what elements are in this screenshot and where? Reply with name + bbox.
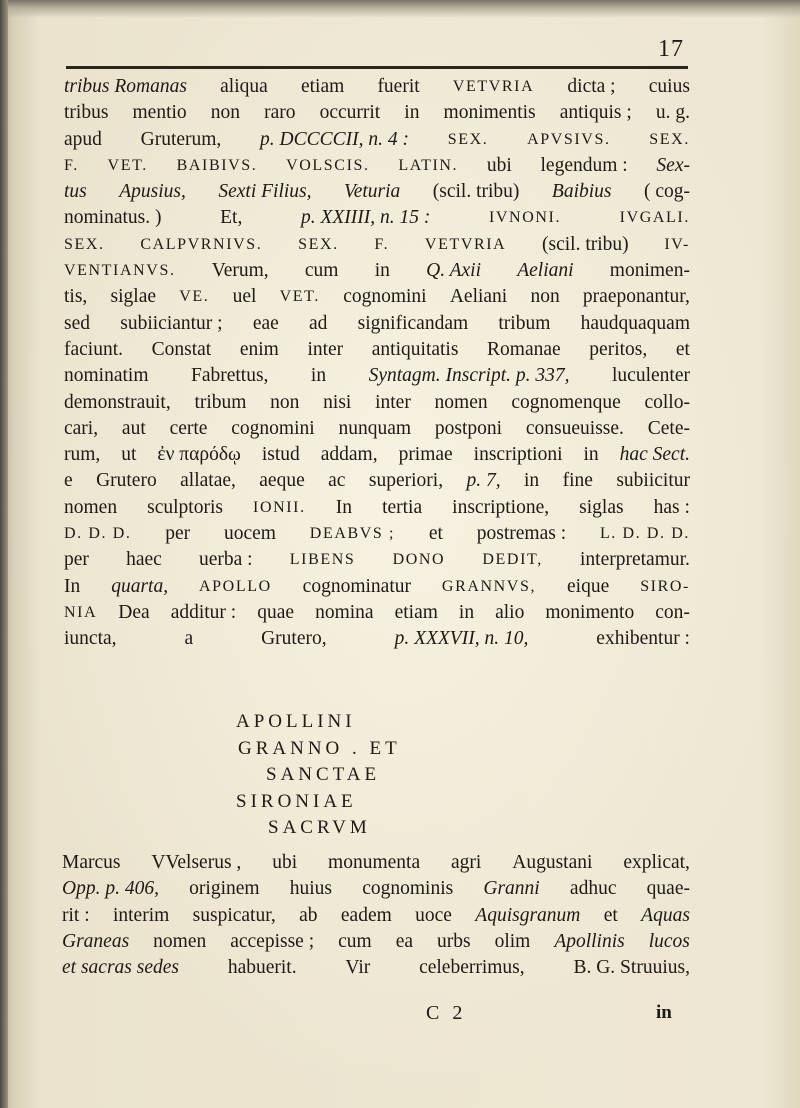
word: tus <box>64 181 87 203</box>
word: Constat <box>151 338 212 360</box>
word: accepisse ; <box>230 930 315 952</box>
word: BAIBIVS. <box>176 156 258 174</box>
word: B. G. Struuius, <box>573 957 690 979</box>
inscription-block <box>236 709 436 842</box>
word: Aeliani <box>449 286 508 308</box>
word: nunquam <box>338 417 412 439</box>
word: p. 7, <box>466 470 501 492</box>
word: interim <box>112 904 170 926</box>
word: uerba : <box>199 549 253 571</box>
word: primae <box>398 444 453 466</box>
text-line <box>62 876 690 902</box>
text-line <box>64 74 690 100</box>
word: non <box>270 391 300 413</box>
text-line <box>64 468 690 494</box>
text-line <box>64 416 690 442</box>
word: istud <box>261 444 300 466</box>
word: Marcus <box>62 852 121 873</box>
word: cognominatur <box>302 575 411 597</box>
word: fuerit <box>377 76 420 97</box>
word: VET. <box>107 156 148 174</box>
word: cognomini <box>343 286 427 308</box>
word: Baibius <box>551 181 612 203</box>
word: agri <box>451 852 482 873</box>
word: rit : <box>62 904 90 926</box>
word: superiori, <box>368 470 444 492</box>
word: F. <box>374 235 390 253</box>
word: et <box>675 338 690 360</box>
word: monimen- <box>609 260 690 282</box>
word: In <box>64 575 81 597</box>
text-line <box>64 521 690 547</box>
word: L. D. D. D. <box>599 525 690 543</box>
word: inscriptione, <box>452 496 550 518</box>
word: nisi <box>323 391 352 413</box>
word: in <box>583 444 599 466</box>
word: Et, <box>220 207 243 229</box>
word: in <box>458 601 475 623</box>
word: in <box>524 470 540 492</box>
word: u. g. <box>655 102 690 124</box>
word: urbs <box>436 930 471 952</box>
inscription-line: APOLLINI <box>236 711 356 732</box>
word: huius <box>289 878 333 900</box>
word: VOLSCIS. <box>286 156 370 174</box>
text-line <box>64 311 690 337</box>
word: ac <box>328 470 346 492</box>
word: eique <box>567 575 610 597</box>
word: Aeliani <box>517 260 574 282</box>
word: VETVRIA <box>452 78 535 95</box>
inscription-line: SIRONIAE <box>236 790 357 812</box>
word: Sex- <box>656 154 690 176</box>
word: olim <box>494 930 531 952</box>
body-text-block <box>64 74 690 653</box>
word: D. D. D. <box>64 525 132 543</box>
word: significandam <box>357 312 469 334</box>
word: Graneas <box>62 930 130 952</box>
word: sculptoris <box>147 496 223 518</box>
text-line <box>64 600 690 626</box>
word: IVNONI. <box>488 209 562 227</box>
word: VE. <box>179 288 210 306</box>
word: Syntagm. Inscript. p. 337, <box>368 365 570 387</box>
word: quae- <box>646 878 690 900</box>
word: addam, <box>320 444 378 466</box>
word: exhibentur : <box>596 628 690 650</box>
word: antiquitatis <box>371 338 459 360</box>
word: Granni <box>483 878 540 900</box>
word: certe <box>169 417 208 439</box>
inscription-line: SACRVM <box>268 817 371 838</box>
word: ad <box>309 312 328 334</box>
word: Fabrettus, <box>190 365 269 387</box>
word: per <box>64 549 89 571</box>
word: luculenter <box>612 365 690 387</box>
word: Apusius, <box>119 181 186 203</box>
word: SIRO- <box>640 577 690 595</box>
word: siglae <box>110 286 157 308</box>
word: SEX. <box>649 130 690 148</box>
word: GRANNVS, <box>441 577 537 595</box>
word: Verum, <box>211 260 269 282</box>
word: hac Sect. <box>619 444 690 466</box>
word: ( cog- <box>643 181 690 203</box>
word: nomina <box>315 601 374 623</box>
word: sed <box>64 312 90 334</box>
word: per <box>165 523 191 545</box>
header-rule <box>66 66 688 69</box>
word: VENTIANVS. <box>64 262 176 280</box>
word: DONO <box>392 551 446 569</box>
word: enim <box>239 338 279 360</box>
word: Aquas <box>641 904 690 926</box>
body-text-block-2 <box>62 850 690 981</box>
word: Dea <box>118 601 150 623</box>
word: tis, <box>64 286 88 308</box>
inscription-line: SANCTAE <box>266 764 381 785</box>
word: cognominis <box>362 878 454 900</box>
word: cum <box>304 260 339 282</box>
word: suspicatur, <box>192 904 276 926</box>
word: cuius <box>648 76 690 97</box>
word: SEX. <box>298 235 339 253</box>
inscription-line: GRANNO . ET <box>238 737 401 759</box>
word: tribus Romanas <box>64 76 187 97</box>
word: Grutero <box>96 470 157 492</box>
word: quarta, <box>111 575 169 597</box>
word: et <box>428 523 443 545</box>
page-number: 17 <box>658 36 684 62</box>
word: demonstrauit, <box>64 391 171 413</box>
word: Vir <box>345 957 371 979</box>
word: et sacras sedes <box>62 957 179 979</box>
word: raro <box>264 102 296 124</box>
word: CALPVRNIVS. <box>140 235 263 253</box>
word: in <box>310 365 327 387</box>
word: Cete- <box>647 417 690 439</box>
word: explicat, <box>623 852 690 873</box>
word: Romanae <box>487 338 561 360</box>
word: nominatus. ) <box>64 207 162 229</box>
word: VVelserus , <box>151 852 242 873</box>
word: legendum : <box>540 154 628 176</box>
word: cum <box>338 930 372 952</box>
word: cari, <box>64 417 99 439</box>
word: inter <box>307 338 344 360</box>
word: p. DCCCCII, n. 4 : <box>260 128 409 150</box>
text-line <box>64 258 690 284</box>
word: non <box>210 102 240 124</box>
word: habuerit. <box>227 957 297 979</box>
word: allatae, <box>180 470 236 492</box>
word: tribus <box>64 102 109 124</box>
word: adhuc <box>569 878 617 900</box>
word: p. XXXVII, n. 10, <box>394 628 529 650</box>
signature-mark: C 2 <box>426 1002 467 1024</box>
text-line <box>64 100 690 126</box>
word: postremas : <box>476 523 567 545</box>
text-line <box>62 929 690 955</box>
word: ut <box>121 444 137 466</box>
text-line <box>64 337 690 363</box>
word: (scil. tribu) <box>432 181 520 203</box>
word: p. XXIIII, n. 15 : <box>300 207 431 229</box>
word: SEX. <box>447 130 489 148</box>
word: faciunt. <box>64 338 124 360</box>
word: DEDIT, <box>482 551 543 569</box>
word: uoce <box>415 904 452 926</box>
word: Q. Axii <box>426 260 481 282</box>
text-line <box>64 547 690 573</box>
word: aut <box>121 417 146 439</box>
word: aeque <box>259 470 305 492</box>
word: has : <box>653 496 690 518</box>
word: con- <box>655 601 690 623</box>
word: siglas <box>579 496 624 518</box>
word: nomen <box>434 391 488 413</box>
word: inscriptioni <box>473 444 563 466</box>
word: In <box>335 496 353 518</box>
page-top-shadow <box>0 0 800 18</box>
word: (scil. tribu) <box>542 233 629 255</box>
text-line <box>62 955 690 981</box>
word: subiicitur <box>616 470 690 492</box>
word: quae <box>257 601 295 623</box>
word: occurrit <box>319 102 381 124</box>
word: postponi <box>434 417 503 439</box>
word: monumenta <box>328 852 421 873</box>
text-line <box>64 153 690 179</box>
word: subiiciantur ; <box>120 312 223 334</box>
word: haec <box>126 549 162 571</box>
word: nomen <box>64 496 118 518</box>
text-line <box>64 442 690 468</box>
word: APVSIVS. <box>527 130 611 148</box>
word: Gruterum, <box>140 128 222 150</box>
text-line <box>64 626 690 652</box>
text-line <box>64 495 690 521</box>
word: tribum <box>498 312 551 334</box>
word: ubi <box>272 852 298 873</box>
word: uocem <box>224 523 276 545</box>
word: aliqua <box>220 76 268 97</box>
word: a <box>184 628 194 650</box>
word: IVGALI. <box>619 209 690 227</box>
word: cognomini <box>231 417 315 439</box>
word: cognomenque <box>511 391 621 413</box>
word: apud <box>64 128 102 150</box>
word: monimentis <box>443 102 536 124</box>
word: Opp. p. 406, <box>62 878 159 900</box>
word: celeberrimus, <box>419 957 525 979</box>
word: consueuisse. <box>525 417 624 439</box>
word: Grutero, <box>261 628 327 650</box>
text-line <box>64 363 690 389</box>
word: eae <box>252 312 279 334</box>
word: LATIN. <box>398 156 459 174</box>
word: peritos, <box>589 338 648 360</box>
word: uel <box>232 286 257 308</box>
word: DEABVS ; <box>309 525 396 543</box>
word: fine <box>562 470 593 492</box>
text-line <box>64 284 690 310</box>
text-line <box>64 574 690 600</box>
text-line <box>64 390 690 416</box>
word: NIA <box>64 603 98 621</box>
word: eadem <box>340 904 392 926</box>
word: rum, <box>64 444 101 466</box>
word: praeponantur, <box>582 286 690 308</box>
word: inter <box>375 391 411 413</box>
word: F. <box>64 156 79 174</box>
word: collo- <box>644 391 690 413</box>
word: LIBENS <box>289 551 356 569</box>
word: ἐν παρόδῳ <box>157 444 241 466</box>
text-line <box>62 850 690 876</box>
word: lucos <box>648 930 690 952</box>
word: IV- <box>664 235 690 253</box>
word: etiam <box>394 601 438 623</box>
word: SEX. <box>64 235 105 253</box>
word: in <box>404 102 420 124</box>
text-line <box>62 903 690 929</box>
word: non <box>530 286 560 308</box>
word: nominatim <box>64 365 149 387</box>
word: ab <box>299 904 318 926</box>
word: tertia <box>382 496 423 518</box>
word: iuncta, <box>64 628 117 650</box>
word: antiquis ; <box>559 102 632 124</box>
word: Aquisgranum <box>475 904 581 926</box>
text-line <box>64 232 690 258</box>
word: et <box>603 904 618 926</box>
word: APOLLO <box>199 577 272 595</box>
word: ubi <box>486 154 512 176</box>
word: Veturia <box>343 181 401 203</box>
word: haudquaquam <box>580 312 690 334</box>
word: alio <box>495 601 525 623</box>
word: interpretamur. <box>580 549 690 571</box>
word: mentio <box>132 102 187 124</box>
word: originem <box>189 878 260 900</box>
word: nomen <box>153 930 207 952</box>
catchword: in <box>656 1002 672 1023</box>
word: VETVRIA <box>424 235 507 253</box>
word: VET. <box>279 288 320 306</box>
word: Augustani <box>512 852 593 873</box>
word: in <box>374 260 390 282</box>
word: monimento <box>545 601 635 623</box>
word: Apollinis <box>554 930 625 952</box>
word: tribum <box>194 391 247 413</box>
word: Sexti Filius, <box>218 181 312 203</box>
word: etiam <box>300 76 345 97</box>
word: dicta ; <box>567 76 616 97</box>
text-line <box>64 179 690 205</box>
text-line <box>64 205 690 231</box>
word: e <box>64 470 73 492</box>
binding-edge <box>0 0 8 1108</box>
word: IONII. <box>253 498 306 516</box>
word: additur : <box>170 601 237 623</box>
word: ea <box>395 930 413 952</box>
text-line <box>64 127 690 153</box>
